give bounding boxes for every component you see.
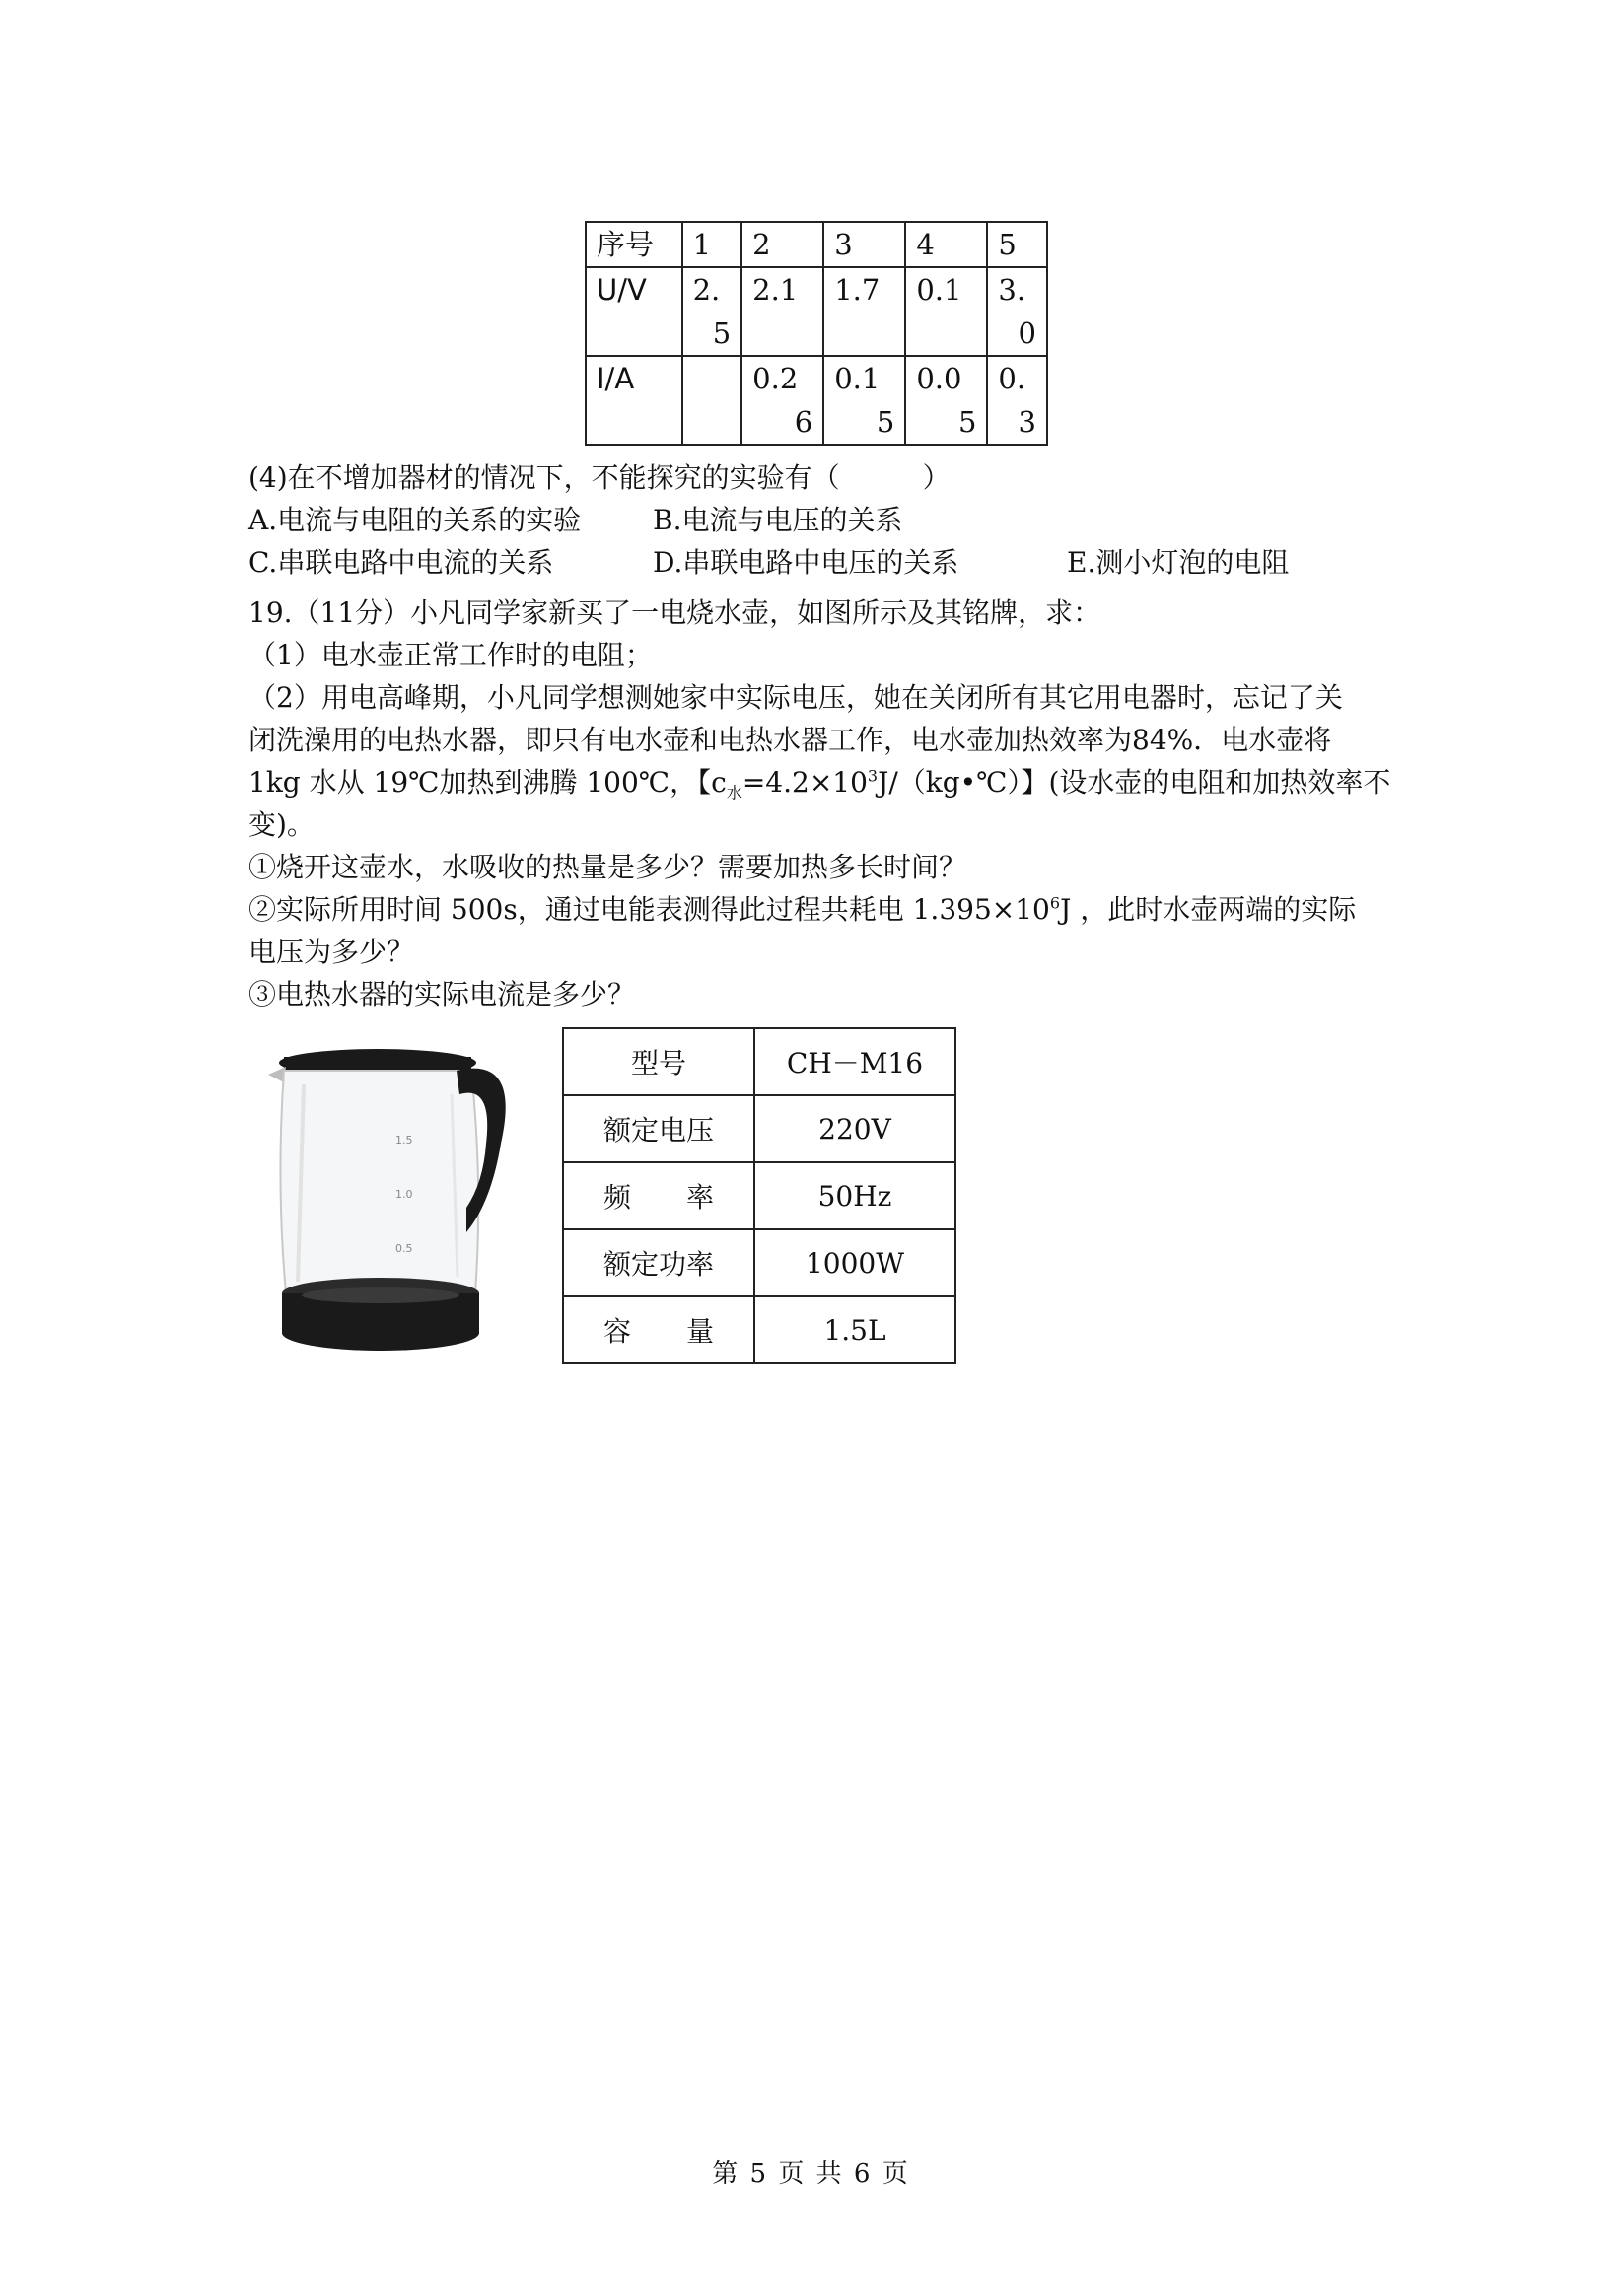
table-header-cell: 3 [823,222,905,267]
electric-kettle-image [264,1035,511,1356]
nameplate-row [563,1028,955,1095]
question-part-2-cont: 1kg 水从 19℃加热到沸腾 100℃，【$c_水=4.2\times 10^3J/(kg•℃)$】(设水壶的电阻和加热效率不 [248,766,1391,802]
table-row [586,267,1047,356]
table-header-cell: 2 [741,222,823,267]
sub-question-3: ③电热水器的实际电流是多少？ [248,978,636,1010]
table-cell: 2.1 [741,267,823,356]
table-cell: 1.7 [823,267,905,356]
svg-text:0.5: 0.5 [395,1242,413,1255]
row-label: I/A [586,356,682,445]
option-c: C.串联电路中电流的关系 [248,546,554,579]
nameplate-value: 220V [754,1095,955,1162]
table-header-cell: 4 [905,222,987,267]
option-b: B.电流与电压的关系 [653,504,903,536]
nameplate-key: 型号 [563,1028,754,1095]
question-part-1: （1）电水壶正常工作时的电阻； [248,639,653,671]
table-cell: 0.1 5 [823,356,905,445]
option-a: A.电流与电阻的关系的实验 [248,504,582,536]
table-cell: 0. 3 [987,356,1047,445]
sub-question-2: ②实际所用时间 500s，通过电能表测得此过程共耗电 $1.395\times 10^6J$ ，此时水壶两端的实际 [248,893,1357,926]
options-row [248,499,1392,541]
nameplate-row [563,1296,955,1363]
nameplate-key: 容 量 [563,1296,754,1363]
nameplate-key: 额定功率 [563,1229,754,1296]
svg-text:1.0: 1.0 [395,1188,413,1201]
kettle-nameplate [562,1027,956,1364]
question-prompt: (4)在不增加器材的情况下，不能探究的实验有（ ） [248,461,951,494]
question-19 [248,591,1392,1015]
table-cell [682,356,742,445]
nameplate-value: 1.5L [754,1296,955,1363]
question-part-2: （2）用电高峰期，小凡同学想测她家中实际电压，她在关闭所有其它用电器时，忘记了关 [248,681,1343,714]
table-header-cell: 5 [987,222,1047,267]
table-header-row [586,222,1047,267]
nameplate-value: CH－M16 [754,1028,955,1095]
nameplate-value: 1000W [754,1229,955,1296]
table-cell: 0.2 6 [741,356,823,445]
row-label: U/V [586,267,682,356]
table-header-cell: 序号 [586,222,682,267]
table-header-cell: 1 [682,222,742,267]
table-cell: 0.0 5 [905,356,987,445]
table-row [586,356,1047,445]
sub-question-2-cont: 电压为多少？ [248,936,415,968]
nameplate-value: 50Hz [754,1162,955,1229]
nameplate-row [563,1162,955,1229]
question-title: 19.（11分）小凡同学家新买了一电烧水壶，如图所示及其铭牌，求： [248,596,1101,629]
options-row [248,541,1392,584]
svg-text:1.5: 1.5 [395,1134,413,1147]
table-cell: 0.1 [905,267,987,356]
table-cell: 3. 0 [987,267,1047,356]
measurement-table [585,221,1048,446]
nameplate-row [563,1229,955,1296]
nameplate-key: 额定电压 [563,1095,754,1162]
page-number: 第 5 页 共 6 页 [712,2159,910,2189]
option-d: D.串联电路中电压的关系 [653,546,959,579]
option-e: E.测小灯泡的电阻 [1067,546,1290,579]
nameplate-row [563,1095,955,1162]
sub-question-1: ①烧开这壶水，水吸收的热量是多少？需要加热多长时间？ [248,851,967,883]
question-18-4 [248,456,1392,584]
table-cell: 2. 5 [682,267,742,356]
question-part-2-cont: 闭洗澡用的电热水器，即只有电水壶和电热水器工作，电水壶加热效率为84%．电水壶将 [248,724,1332,756]
nameplate-key: 频 率 [563,1162,754,1229]
question-part-2-cont: 变)。 [248,808,315,841]
